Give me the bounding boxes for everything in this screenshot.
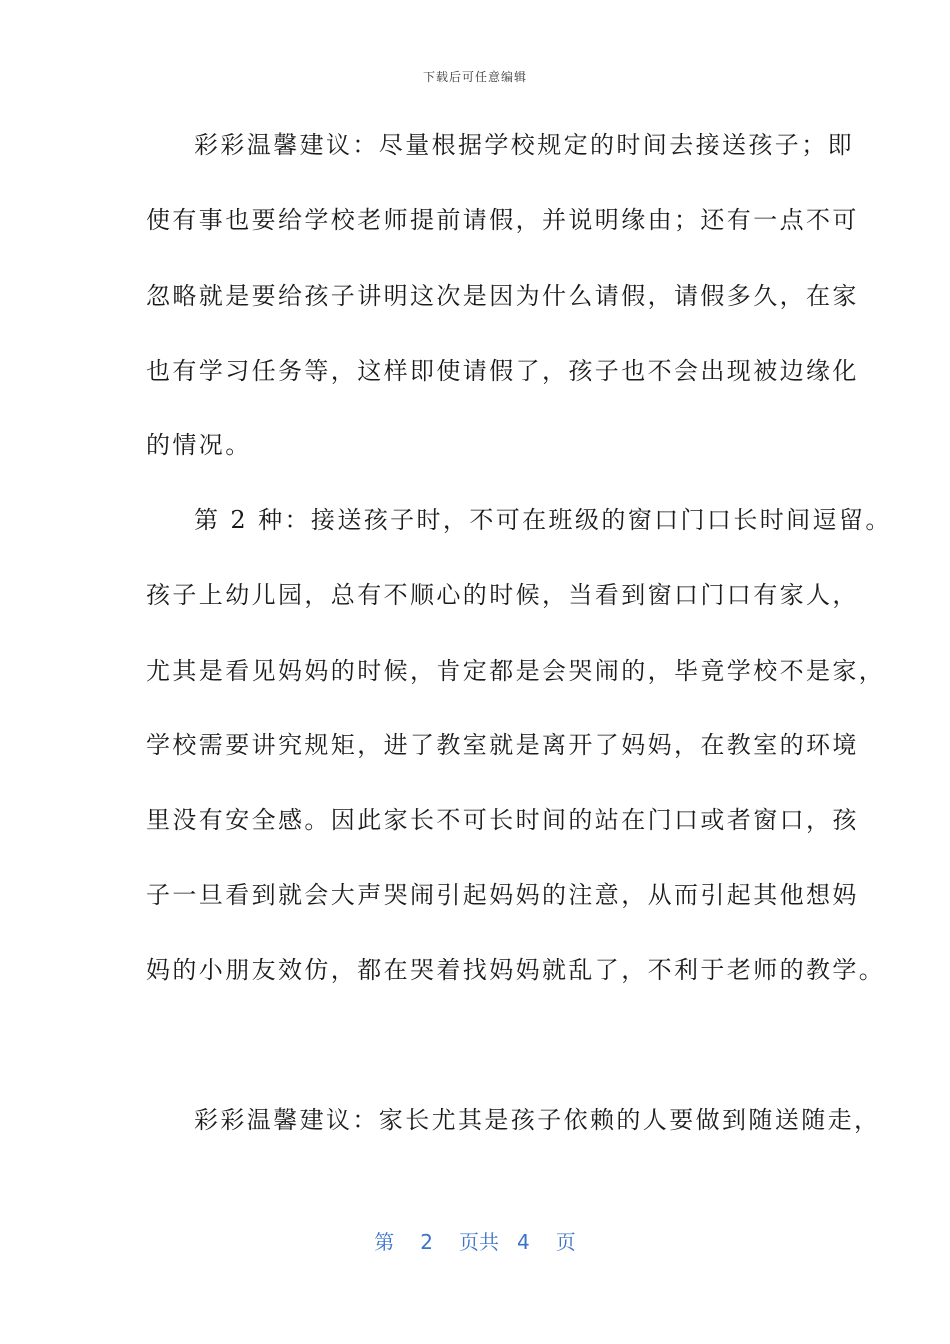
footer-suffix: 页 [555,1230,576,1254]
paragraph-line: 忽略就是要给孩子讲明这次是因为什么请假，请假多久，在家 [146,282,859,310]
footer-total-pages: 4 [517,1230,530,1254]
footer-prefix: 第 [374,1230,395,1254]
paragraph-line: 孩子上幼儿园，总有不顺心的时候，当看到窗口门口有家人， [146,581,859,609]
footer-middle: 页共 [459,1230,499,1254]
header-note: 下载后可任意编辑 [422,70,527,84]
paragraph-line: 使有事也要给学校老师提前请假，并说明缘由；还有一点不可 [146,206,859,234]
paragraph-line: 彩彩温馨建议：家长尤其是孩子依赖的人要做到随送随走， [194,1106,881,1134]
paragraph-line: 里没有安全感。因此家长不可长时间的站在门口或者窗口，孩 [146,806,859,834]
paragraph-line: 妈的小朋友效仿，都在哭着找妈妈就乱了，不利于老师的教学。 [146,956,886,984]
page-number-footer [0,1226,950,1255]
paragraph-line: 子一旦看到就会大声哭闹引起妈妈的注意，从而引起其他想妈 [146,881,859,909]
paragraph-line: 学校需要讲究规矩，进了教室就是离开了妈妈，在教室的环境 [146,731,859,759]
footer-current-page: 2 [420,1230,433,1254]
paragraph-line: 尤其是看见妈妈的时候，肯定都是会哭闹的，毕竟学校不是家， [146,657,886,685]
paragraph-line: 第 2 种：接送孩子时，不可在班级的窗口门口长时间逗留。 [194,506,892,534]
paragraph-line: 彩彩温馨建议：尽量根据学校规定的时间去接送孩子；即 [194,131,854,159]
paragraph-line: 的情况。 [146,431,252,459]
paragraph-line: 也有学习任务等，这样即使请假了，孩子也不会出现被边缘化 [146,357,859,385]
